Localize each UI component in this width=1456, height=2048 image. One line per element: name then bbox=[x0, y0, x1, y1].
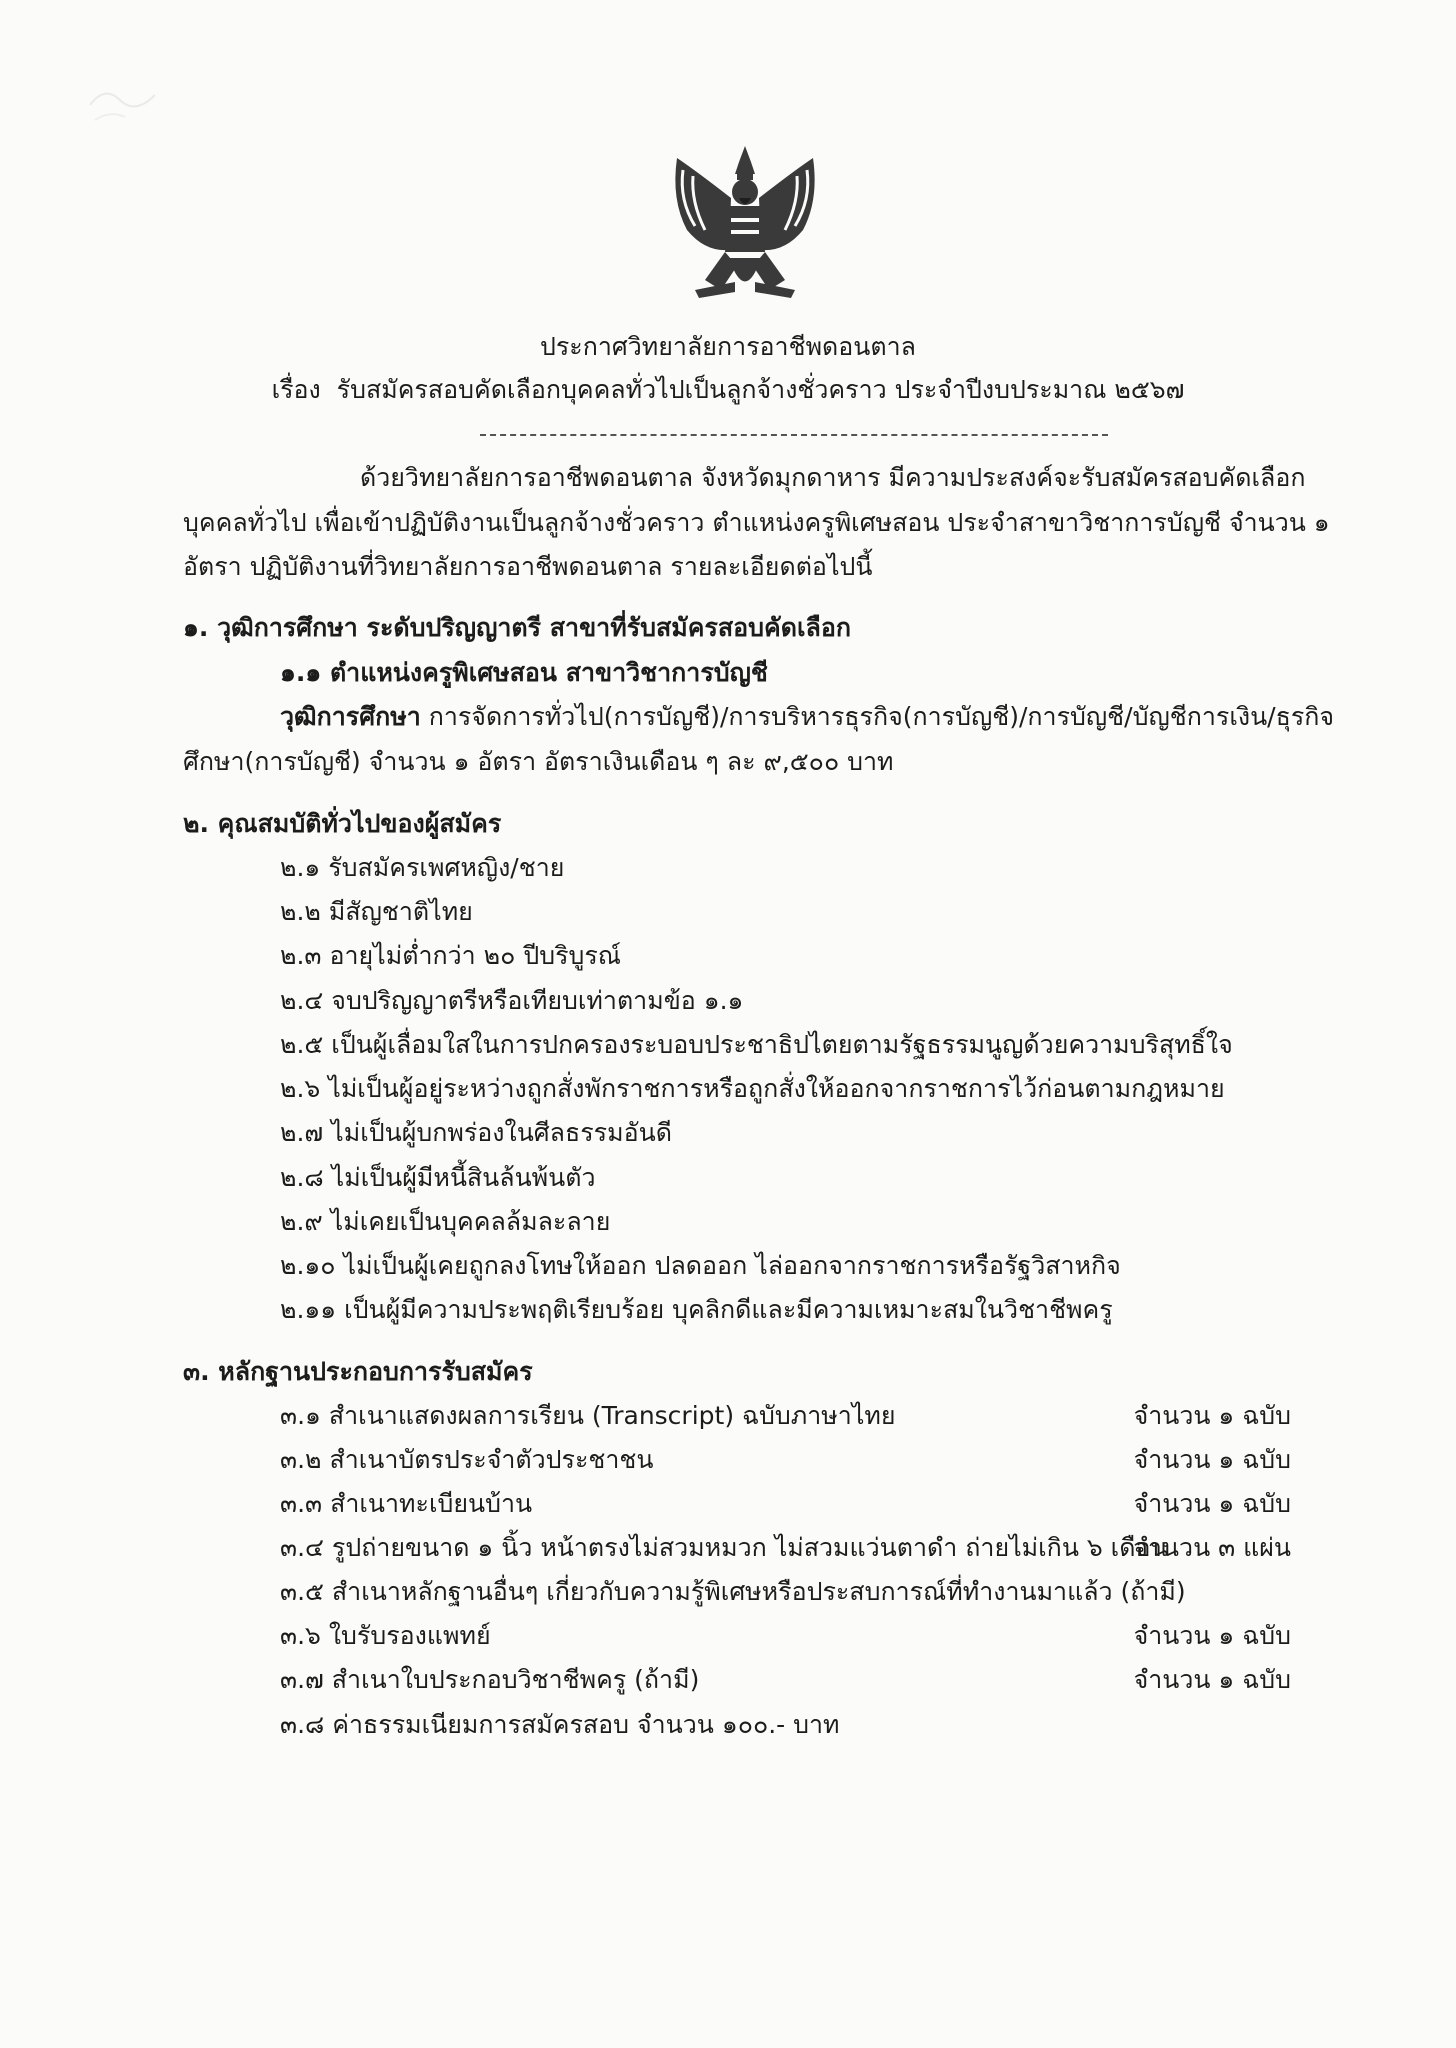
document-item-qty: จำนวน ๓ แผ่น bbox=[1133, 1533, 1291, 1562]
qualification-line-2: ศึกษา(การบัญชี) จำนวน ๑ อัตรา อัตราเงินเดือน ๆ ละ ๙,๕๐๐ บาท bbox=[183, 747, 894, 776]
qualification-item: ๒.๒ มีสัญชาติไทย bbox=[280, 897, 473, 926]
announcement-subject bbox=[0, 373, 1456, 407]
document-item: ๓.๓ สำเนาทะเบียนบ้าน bbox=[280, 1489, 533, 1518]
document-item: ๓.๑ สำเนาแสดงผลการเรียน (Transcript) ฉบับภาษาไทย bbox=[280, 1401, 896, 1430]
qualification-item: ๒.๑ รับสมัครเพศหญิง/ชาย bbox=[280, 853, 565, 882]
paper-smudge bbox=[85, 75, 165, 135]
section-1-subtitle: ๑.๑ ตำแหน่งครูพิเศษสอน สาขาวิชาการบัญชี bbox=[280, 658, 768, 687]
subject-label: เรื่อง bbox=[271, 375, 321, 404]
section-1-title: ๑. วุฒิการศึกษา ระดับปริญญาตรี สาขาที่รับสมัครสอบคัดเลือก bbox=[183, 613, 851, 642]
document-item-qty: จำนวน ๑ ฉบับ bbox=[1133, 1401, 1291, 1430]
intro-line-1: ด้วยวิทยาลัยการอาชีพดอนตาล จังหวัดมุกดาหาร มีความประสงค์จะรับสมัครสอบคัดเลือก bbox=[360, 463, 1306, 492]
document-item-qty: จำนวน ๑ ฉบับ bbox=[1133, 1489, 1291, 1518]
qualification-item: ๒.๙ ไม่เคยเป็นบุคคลล้มละลาย bbox=[280, 1207, 611, 1236]
garuda-emblem-icon bbox=[665, 140, 825, 305]
document-item: ๓.๗ สำเนาใบประกอบวิชาชีพครู (ถ้ามี) bbox=[280, 1665, 700, 1694]
qualification-item: ๒.๓ อายุไม่ต่ำกว่า ๒๐ ปีบริบูรณ์ bbox=[280, 941, 621, 970]
qualification-item: ๒.๕ เป็นผู้เลื่อมใสในการปกครองระบอบประชาธิปไตยตามรัฐธรรมนูญด้วยความบริสุทธิ์ใจ bbox=[280, 1030, 1233, 1059]
qualification-item: ๒.๖ ไม่เป็นผู้อยู่ระหว่างถูกสั่งพักราชการหรือถูกสั่งให้ออกจากราชการไว้ก่อนตามกฎหมาย bbox=[280, 1074, 1225, 1103]
document-item-qty: จำนวน ๑ ฉบับ bbox=[1133, 1445, 1291, 1474]
qualification-item: ๒.๔ จบปริญญาตรีหรือเทียบเท่าตามข้อ ๑.๑ bbox=[280, 986, 744, 1015]
document-item: ๓.๒ สำเนาบัตรประจำตัวประชาชน bbox=[280, 1445, 654, 1474]
document-item: ๓.๘ ค่าธรรมเนียมการสมัครสอบ จำนวน ๑๐๐.- บาท bbox=[280, 1710, 840, 1739]
document-item: ๓.๖ ใบรับรองแพทย์ bbox=[280, 1621, 491, 1650]
qualification-item: ๒.๗ ไม่เป็นผู้บกพร่องในศีลธรรมอันดี bbox=[280, 1118, 672, 1147]
intro-line-2: บุคคลทั่วไป เพื่อเข้าปฏิบัติงานเป็นลูกจ้างชั่วคราว ตำแหน่งครูพิเศษสอน ประจำสาขาวิชาการบัญชี จำนวน ๑ bbox=[183, 508, 1330, 537]
qualification-line-1 bbox=[280, 700, 1334, 734]
qualification-label: วุฒิการศึกษา bbox=[280, 702, 421, 731]
document-item: ๓.๕ สำเนาหลักฐานอื่นๆ เกี่ยวกับความรู้พิเศษหรือประสบการณ์ที่ทำงานมาแล้ว (ถ้ามี) bbox=[280, 1577, 1186, 1606]
announcement-org: ประกาศวิทยาลัยการอาชีพดอนตาล bbox=[540, 332, 916, 361]
section-3-title: ๓. หลักฐานประกอบการรับสมัคร bbox=[183, 1357, 533, 1386]
qualification-item: ๒.๘ ไม่เป็นผู้มีหนี้สินล้นพ้นตัว bbox=[280, 1163, 596, 1192]
section-2-title: ๒. คุณสมบัติทั่วไปของผู้สมัคร bbox=[183, 809, 502, 838]
document-item-qty: จำนวน ๑ ฉบับ bbox=[1133, 1621, 1291, 1650]
qualification-text: การจัดการทั่วไป(การบัญชี)/การบริหารธุรกิจ(การบัญชี)/การบัญชี/บัญชีการเงิน/ธุรกิจ bbox=[428, 702, 1335, 731]
intro-line-3: อัตรา ปฏิบัติงานที่วิทยาลัยการอาชีพดอนตาล รายละเอียดต่อไปนี้ bbox=[183, 552, 873, 581]
qualification-item: ๒.๑๑ เป็นผู้มีความประพฤติเรียบร้อย บุคลิกดีและมีความเหมาะสมในวิชาชีพครู bbox=[280, 1295, 1113, 1324]
document-item-qty: จำนวน ๑ ฉบับ bbox=[1133, 1665, 1291, 1694]
header-divider bbox=[480, 434, 1108, 436]
qualification-item: ๒.๑๐ ไม่เป็นผู้เคยถูกลงโทษให้ออก ปลดออก ไล่ออกจากราชการหรือรัฐวิสาหกิจ bbox=[280, 1251, 1121, 1280]
subject-text: รับสมัครสอบคัดเลือกบุคคลทั่วไปเป็นลูกจ้างชั่วคราว ประจำปีงบประมาณ ๒๕๖๗ bbox=[336, 375, 1185, 404]
document-item: ๓.๔ รูปถ่ายขนาด ๑ นิ้ว หน้าตรงไม่สวมหมวก ไม่สวมแว่นตาดำ ถ่ายไม่เกิน ๖ เดือน bbox=[280, 1533, 1168, 1562]
